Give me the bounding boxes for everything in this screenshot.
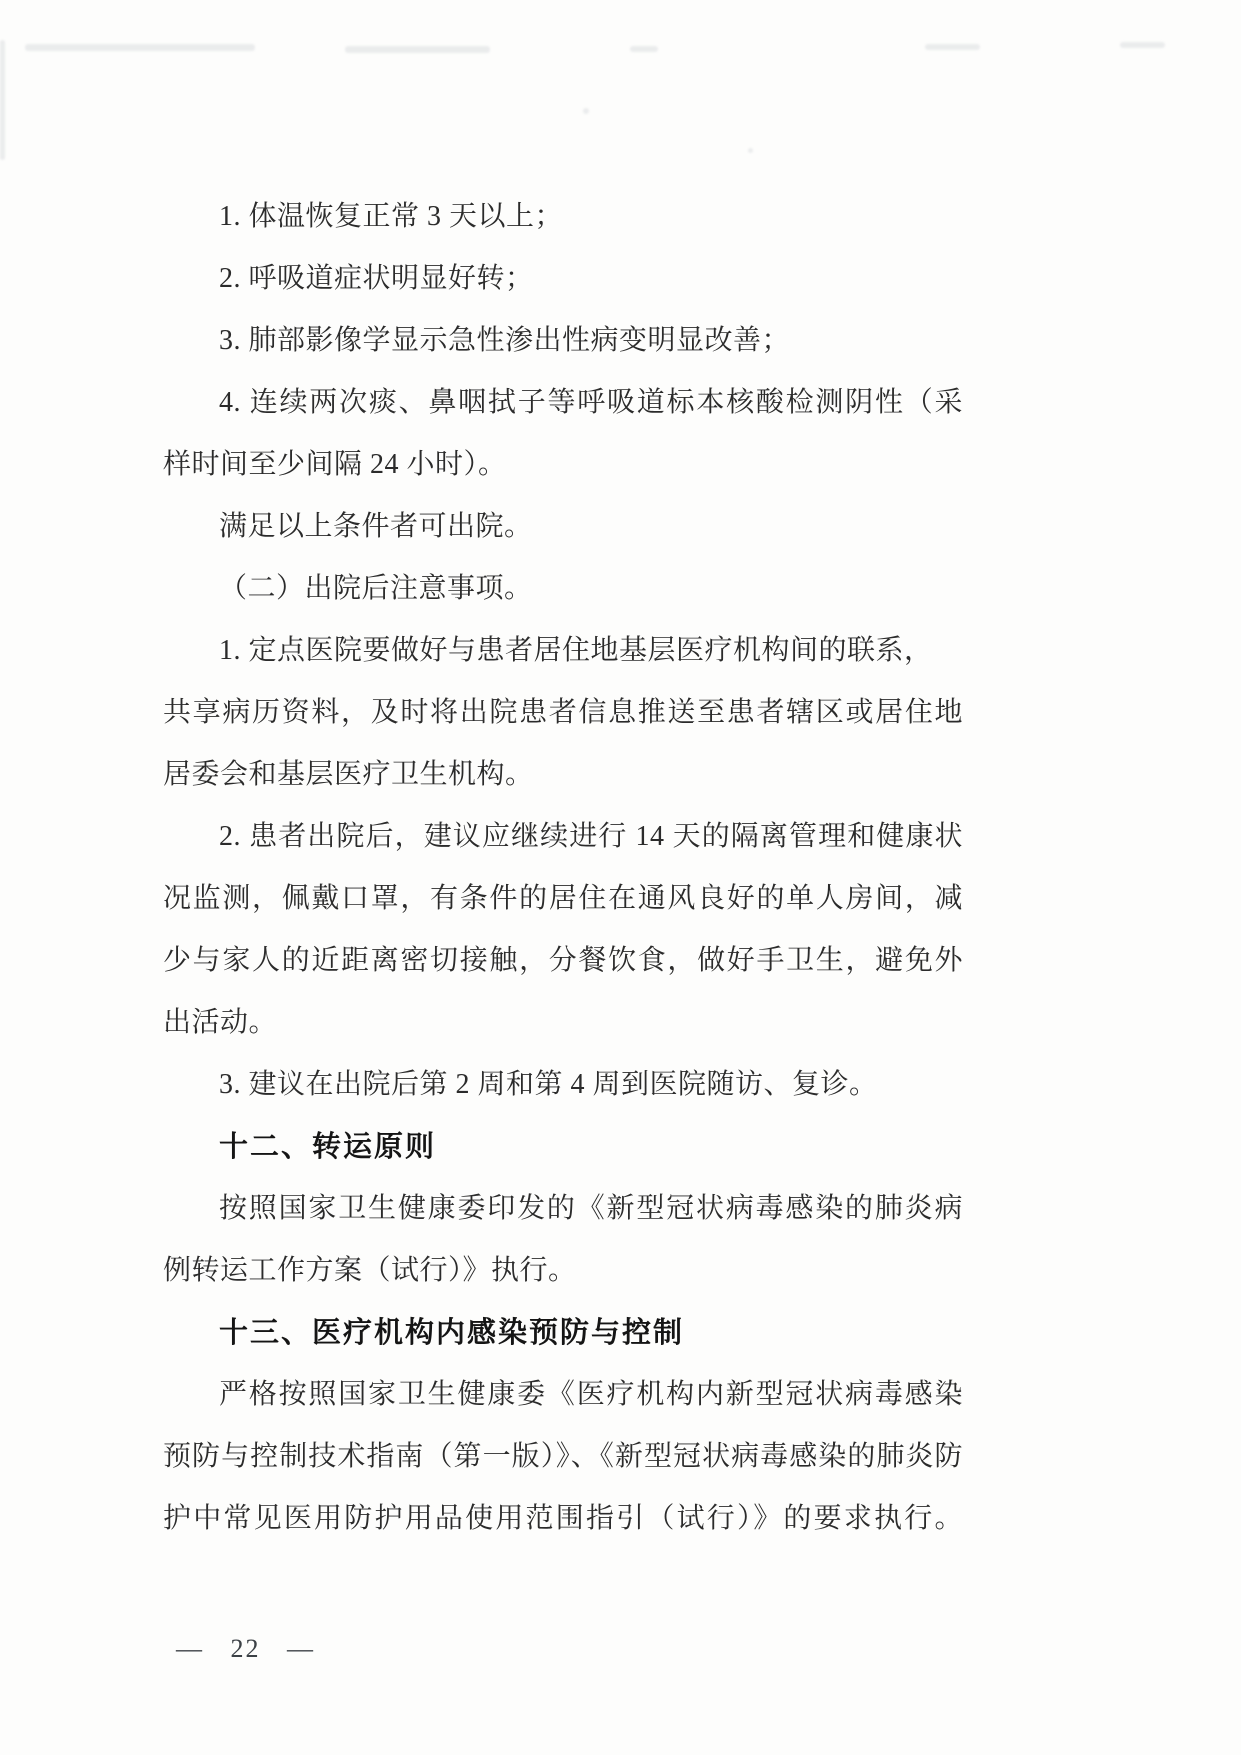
scan-artifact	[25, 44, 255, 51]
scan-artifact	[583, 108, 589, 114]
subsection-title: （二）出院后注意事项。	[219, 573, 533, 604]
paragraph-line: 出活动。	[163, 1007, 278, 1038]
list-item: 2. 患者出院后，建议应继续进行 14 天的隔离管理和健康状	[219, 821, 963, 852]
scan-artifact	[1120, 42, 1165, 48]
list-item: 3. 建议在出院后第 2 周和第 4 周到医院随访、复诊。	[219, 1069, 878, 1100]
section-heading: 十二、转运原则	[219, 1131, 437, 1163]
paragraph-line: 况监测，佩戴口罩，有条件的居住在通风良好的单人房间，减	[163, 883, 963, 914]
scan-artifact	[0, 40, 5, 160]
scan-artifact	[748, 148, 753, 153]
scan-artifact	[925, 44, 980, 50]
paragraph-line: 预防与控制技术指南（第一版）》、《新型冠状病毒感染的肺炎防	[163, 1441, 963, 1472]
scan-artifact	[630, 46, 658, 52]
scan-artifact	[345, 46, 490, 53]
paragraph-line: 护中常见医用防护用品使用范围指引（试行）》的要求执行。	[163, 1503, 963, 1534]
page-number: — 22 —	[176, 1634, 315, 1663]
document-body	[163, 186, 963, 1550]
paragraph-line: 严格按照国家卫生健康委《医疗机构内新型冠状病毒感染	[219, 1379, 963, 1410]
paragraph-line: 样时间至少间隔 24 小时）。	[163, 449, 507, 480]
list-item: 1. 体温恢复正常 3 天以上；	[219, 201, 564, 232]
paragraph-line: 例转运工作方案（试行）》执行。	[163, 1255, 577, 1286]
list-item: 2. 呼吸道症状明显好转；	[219, 263, 534, 294]
paragraph-line: 少与家人的近距离密切接触，分餐饮食，做好手卫生，避免外	[163, 945, 963, 976]
list-item: 3. 肺部影像学显示急性渗出性病变明显改善；	[219, 325, 791, 356]
paragraph-line: 共享病历资料，及时将出院患者信息推送至患者辖区或居住地	[163, 697, 963, 728]
list-item: 1. 定点医院要做好与患者居住地基层医疗机构间的联系，	[219, 635, 933, 666]
paragraph-line: 满足以上条件者可出院。	[219, 511, 533, 542]
paragraph-line: 居委会和基层医疗卫生机构。	[163, 759, 534, 790]
paragraph-line: 按照国家卫生健康委印发的《新型冠状病毒感染的肺炎病	[219, 1193, 963, 1224]
list-item: 4. 连续两次痰、鼻咽拭子等呼吸道标本核酸检测阴性（采	[219, 387, 963, 418]
section-heading: 十三、医疗机构内感染预防与控制	[219, 1317, 685, 1349]
